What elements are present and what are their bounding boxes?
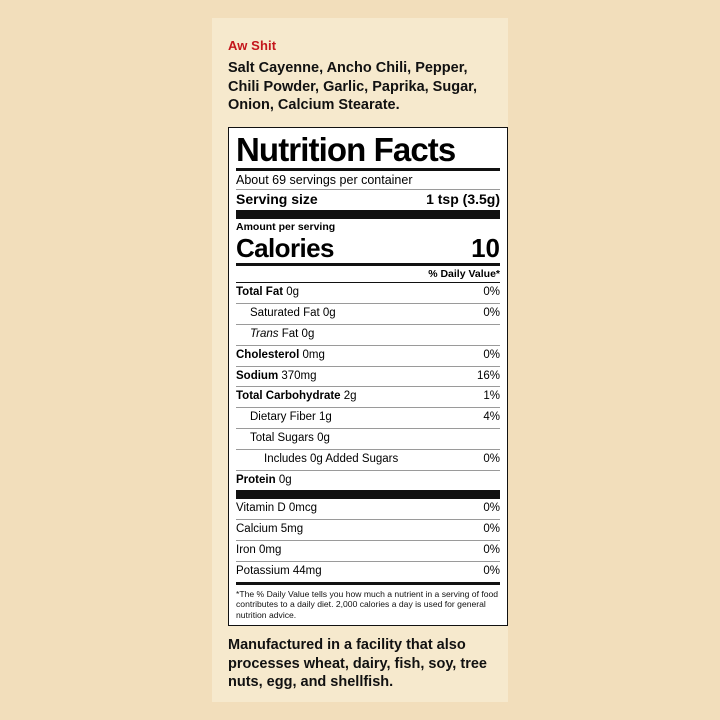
nutrient-name-text: Vitamin D: [236, 502, 286, 515]
nutrition-facts-panel: [228, 127, 508, 627]
nutrient-name-text: Includes 0g Added Sugars: [264, 452, 399, 465]
nutrient-name-text: Total Carbohydrate: [236, 390, 341, 403]
calories-value: 10: [471, 232, 500, 263]
nutrient-name-text: Sodium: [236, 369, 279, 382]
nutrition-facts-heading: Nutrition Facts: [236, 130, 456, 168]
nutrient-dv: 16%: [476, 369, 500, 382]
nutrient-amount: 0g: [317, 432, 330, 445]
daily-value-footnote: *The % Daily Value tells you how much a nutrient in a serving of food contributes to a daily diet. 2,000 calories a day is used for general nutrition advice.: [236, 588, 499, 620]
nutrient-name: [236, 286, 299, 300]
nutrient-dv: 0%: [483, 452, 500, 465]
table-row: [236, 450, 500, 470]
nutrient-dv: 4%: [483, 411, 500, 424]
nutrient-amount: 0mg: [302, 348, 325, 361]
nutrient-dv: 1%: [483, 390, 500, 403]
divider-thick-top: [236, 210, 500, 219]
nutrient-name-text: Saturated Fat: [250, 307, 320, 320]
nutrient-amount: 0g: [286, 286, 300, 299]
table-row: [236, 304, 500, 324]
nutrient-amount: 44mg: [292, 564, 322, 577]
allergen-note: Manufactured in a facility that also processes wheat, dairy, fish, soy, tree nuts, egg, and shellfish.: [228, 637, 487, 691]
nutrient-name: [250, 307, 336, 321]
table-row: [236, 471, 500, 491]
table-row: [236, 346, 500, 366]
nutrient-name-text: Total Fat: [236, 286, 284, 299]
nutrient-name: [236, 349, 325, 363]
nutrient-dv: 0%: [483, 502, 500, 515]
nutrient-amount: 0mcg: [288, 502, 317, 515]
table-row: [236, 499, 500, 519]
table-row: [236, 429, 500, 449]
nutrient-name-text: Protein: [236, 473, 276, 486]
nutrient-dv: 0%: [483, 564, 500, 577]
nutrient-dv: 0%: [483, 544, 500, 557]
nutrient-name: [236, 502, 317, 516]
nutrient-name: [250, 432, 330, 446]
ingredients-text: Salt Cayenne, Ancho Chili, Pepper, Chili Powder, Garlic, Paprika, Sugar, Onion, Calcium Stearate.: [228, 60, 478, 113]
nutrient-name-text: Calcium: [236, 523, 278, 536]
serving-size-value: 1 tsp (3.5g): [426, 190, 500, 207]
nutrient-amount: 2g: [343, 390, 357, 403]
nutrient-amount: 0g: [322, 307, 336, 320]
table-row: [236, 562, 500, 582]
nutrient-amount: 5mg: [280, 523, 304, 536]
nutrient-name-text: Potassium: [236, 564, 290, 577]
daily-value-header: % Daily Value*: [428, 267, 500, 280]
nutrient-dv: 0%: [483, 348, 500, 361]
nutrient-amount: 0g: [278, 473, 292, 486]
table-row: [236, 541, 500, 561]
divider-thick-bottom: [236, 490, 500, 499]
nutrient-name: [236, 565, 322, 579]
table-row: [236, 408, 500, 428]
nutrient-name: [250, 328, 314, 342]
table-row: [236, 283, 500, 303]
nutrient-dv: 0%: [483, 307, 500, 320]
nutrient-dv: 0%: [483, 523, 500, 536]
nutrient-amount: 0mg: [259, 544, 282, 557]
serving-size-label: Serving size: [236, 190, 318, 207]
nutrient-name-text: Cholesterol: [236, 348, 300, 361]
product-title: Aw Shit: [228, 38, 277, 53]
nutrient-dv: 0%: [483, 286, 500, 299]
nutrient-name: [264, 453, 398, 467]
servings-per-container: About 69 servings per container: [236, 172, 413, 187]
table-row: [236, 367, 500, 387]
nutrient-name: [250, 411, 332, 425]
nutrient-name: [236, 474, 292, 488]
nutrient-name-text: Total Sugars: [250, 432, 314, 445]
nutrient-name-text: Trans: [250, 328, 279, 341]
table-row: [236, 387, 500, 407]
nutrient-amount: 370mg: [281, 369, 317, 382]
nutrient-name: [236, 523, 303, 537]
nutrient-name: [236, 544, 281, 558]
serving-size-row: [236, 190, 500, 211]
nutrient-amount: Fat 0g: [281, 328, 315, 341]
nutrient-amount: 1g: [319, 411, 332, 424]
table-row: [236, 325, 500, 345]
nutrient-name: [236, 390, 357, 404]
label-content: [228, 38, 510, 692]
nutrient-name: [236, 370, 317, 384]
nutrient-name-text: Iron: [236, 544, 256, 557]
table-row: [236, 520, 500, 540]
amount-per-serving-label: Amount per serving: [236, 221, 336, 234]
nutrient-name-text: Dietary Fiber: [250, 411, 316, 424]
calories-row: [236, 234, 500, 263]
calories-label: Calories: [236, 232, 334, 263]
